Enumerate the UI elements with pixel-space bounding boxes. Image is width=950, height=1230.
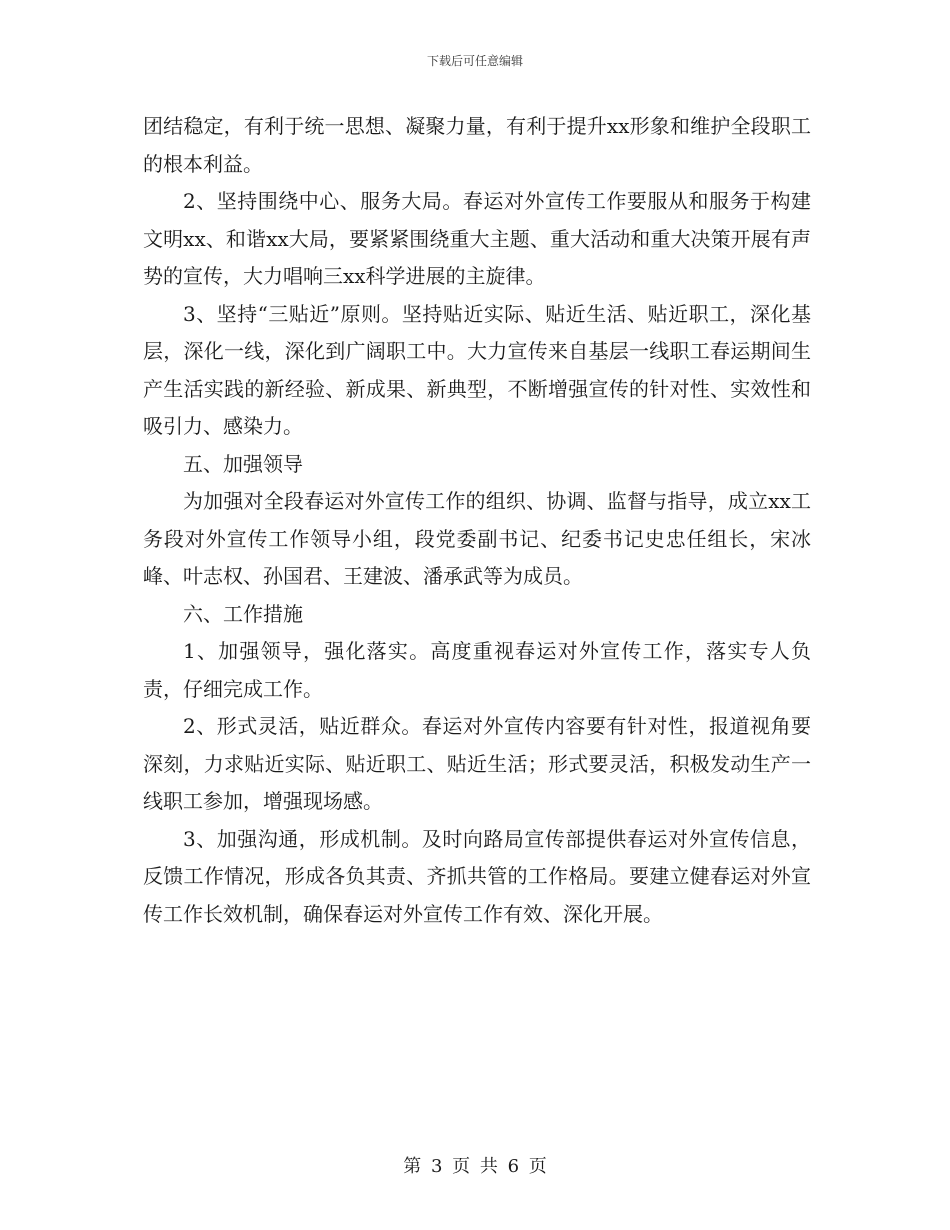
paragraph-7: 1、加强领导，强化落实。高度重视春运对外宣传工作，落实专人负责，仔细完成工作。 [143, 639, 811, 701]
paragraph-1: 团结稳定，有利于统一思想、凝聚力量，有利于提升xx形象和维护全段职工的根本利益。 [143, 114, 811, 176]
paragraph-5: 为加强对全段春运对外宣传工作的组织、协调、监督与指导，成立xx工务段对外宣传工作领导小组，段党委副书记、纪委书记史忠任组长，宋冰峰、叶志权、孙国君、王建波、潘承武等为成员。 [143, 489, 811, 588]
paragraph-9: 3、加强沟通，形成机制。及时向路局宣传部提供春运对外宣传信息，反馈工作情况，形成各负其责、齐抓共管的工作格局。要建立健春运对外宣传工作长效机制，确保春运对外宣传工作有效、深化开展。 [143, 826, 811, 926]
paragraph-2: 2、坚持围绕中心、服务大局。春运对外宣传工作要服从和服务于构建文明xx、和谐xx大局，要紧紧围绕重大主题、重大活动和重大决策开展有声势的宣传，大力唱响三xx科学进展的主旋律。 [143, 189, 811, 288]
paragraph-3: 3、坚持“三贴近”原则。坚持贴近实际、贴近生活、贴近职工，深化基层，深化一线，深化到广阔职工中。大力宣传来自基层一线职工春运期间生产生活实践的新经验、新成果、新典型，不断增强宣传的针对性、实效性和吸引力、感染力。 [143, 301, 811, 438]
page-header-note: 下载后可任意编辑 [426, 54, 523, 68]
paragraph-8: 2、形式灵活，贴近群众。春运对外宣传内容要有针对性，报道视角要深刻，力求贴近实际、贴近职工、贴近生活；形式要灵活，积极发动生产一线职工参加，增强现场感。 [143, 714, 811, 813]
section-heading-5: 五、加强领导 [183, 451, 303, 476]
page-number: 第 3 页 共 6 页 [403, 1156, 547, 1177]
document-body [143, 108, 811, 933]
section-heading-6: 六、工作措施 [183, 601, 303, 626]
